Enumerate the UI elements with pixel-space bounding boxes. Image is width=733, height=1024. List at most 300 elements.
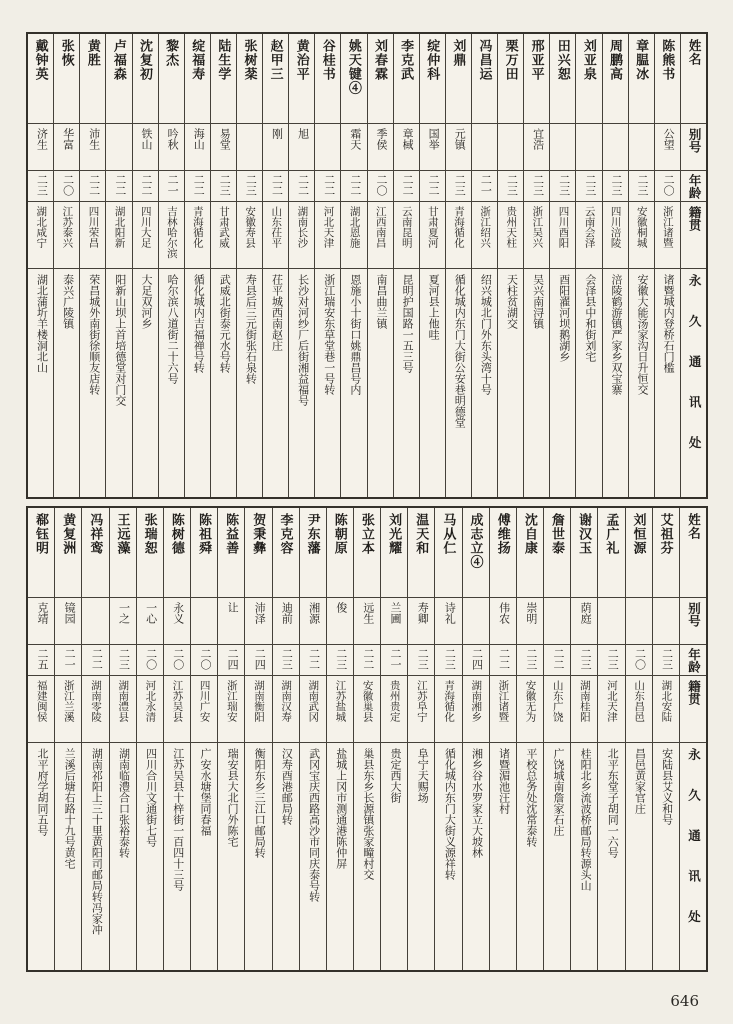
person-native-place: 湖北安陆 <box>660 679 672 722</box>
person-name: 陈祖舜 <box>196 512 212 555</box>
person-name: 赵甲三 <box>268 39 284 81</box>
person-column <box>136 508 163 971</box>
top-table <box>26 32 708 499</box>
age-cell <box>263 171 288 202</box>
name-cell <box>133 34 158 124</box>
person-alias: 宜浩 <box>531 128 544 150</box>
header-age-cell <box>681 171 706 202</box>
person-native-place: 福建闽侯 <box>35 679 47 722</box>
alias-cell <box>289 124 314 171</box>
native-place-cell <box>300 676 326 743</box>
person-alias: 克靖 <box>36 601 48 624</box>
native-place-cell <box>341 202 366 269</box>
native-place-cell <box>28 676 54 743</box>
person-address: 诸暨城内登桥石门槛 <box>662 274 675 373</box>
person-age: 二三 <box>606 647 619 670</box>
address-cell <box>408 743 434 971</box>
header-address-cell <box>681 269 706 497</box>
person-column <box>497 34 523 497</box>
age-cell <box>381 645 407 676</box>
person-age: 二二 <box>113 174 126 196</box>
address-cell <box>463 743 489 971</box>
person-column <box>236 34 262 497</box>
alias-cell <box>655 124 680 171</box>
name-cell <box>394 34 419 124</box>
name-cell <box>289 34 314 124</box>
person-address: 阳新山坝上首培德堂对门交 <box>113 274 126 406</box>
person-name: 张瑞恕 <box>142 512 158 555</box>
name-cell <box>164 508 190 598</box>
name-cell <box>629 34 654 124</box>
person-column <box>380 508 407 971</box>
person-column <box>445 34 471 497</box>
person-alias: 刚 <box>270 128 283 139</box>
address-cell <box>655 269 680 497</box>
person-native-place: 湖南澧县 <box>117 679 129 722</box>
person-address: 南昌曲兰镇 <box>374 274 387 329</box>
person-age: 二三 <box>636 174 649 196</box>
name-cell <box>576 34 601 124</box>
person-name: 傅维扬 <box>495 512 511 555</box>
person-native-place: 安徽巢县 <box>361 679 373 722</box>
alias-cell <box>54 124 79 171</box>
header-age-cell <box>680 645 706 676</box>
person-age: 二二 <box>322 174 335 196</box>
person-age: 二三 <box>244 174 257 196</box>
person-name: 刘鼎 <box>451 39 467 67</box>
age-cell <box>341 171 366 202</box>
person-age: 二四 <box>226 647 239 670</box>
person-address: 涪陵鹤游镇严家乡双宝寨 <box>609 274 622 395</box>
person-native-place: 四川涪陵 <box>609 206 621 248</box>
person-address: 吴兴南浔镇 <box>531 274 544 329</box>
person-address: 湘乡谷水罗家立大坡林 <box>470 747 483 858</box>
header-column <box>679 508 706 971</box>
person-age: 二三 <box>218 174 231 196</box>
header-native-cell <box>681 202 706 269</box>
age-cell <box>133 171 158 202</box>
alias-cell <box>110 598 136 645</box>
person-address: 昌邑黄家官庄 <box>633 747 646 814</box>
person-alias: 镜园 <box>63 601 76 624</box>
person-column <box>393 34 419 497</box>
person-address: 茌平城西南赵庄 <box>270 274 283 351</box>
person-column <box>367 34 393 497</box>
person-column <box>489 508 516 971</box>
header-native-label: 籍贯 <box>686 679 701 705</box>
name-cell <box>80 34 105 124</box>
person-native-place: 四川广安 <box>198 679 210 722</box>
alias-cell <box>544 598 570 645</box>
address-cell <box>191 743 217 971</box>
address-cell <box>218 743 244 971</box>
person-alias: 华富 <box>61 128 74 150</box>
age-cell <box>289 171 314 202</box>
person-address: 湖南临澧合口张裕泰转 <box>117 747 130 858</box>
native-place-cell <box>517 676 543 743</box>
person-native-place: 河北天津 <box>606 679 618 722</box>
person-address: 循化城内东门大街公安巷明德堂 <box>453 274 466 428</box>
native-place-cell <box>408 676 434 743</box>
person-age: 二一 <box>479 174 492 196</box>
person-column <box>407 508 434 971</box>
person-native-place: 江苏吴县 <box>171 679 183 722</box>
person-column <box>184 34 210 497</box>
person-name: 刘春霖 <box>373 39 389 81</box>
person-name: 陆生学 <box>216 39 232 81</box>
native-place-cell <box>327 676 353 743</box>
address-cell <box>211 269 236 497</box>
age-cell <box>191 645 217 676</box>
person-native-place: 江西南昌 <box>374 206 386 248</box>
person-address: 湖北蒲圻羊楼洞北山 <box>35 274 48 373</box>
person-name: 谢汉玉 <box>577 512 593 555</box>
address-cell <box>446 269 471 497</box>
person-age: 二〇 <box>171 647 184 670</box>
alias-cell <box>185 124 210 171</box>
person-address: 四川合川文通街七号 <box>144 747 157 847</box>
name-cell <box>472 34 497 124</box>
alias-cell <box>571 598 597 645</box>
address-cell <box>381 743 407 971</box>
native-place-cell <box>159 202 184 269</box>
age-cell <box>327 645 353 676</box>
person-address: 泰兴广陵镇 <box>61 274 74 329</box>
person-age: 二〇 <box>662 174 675 196</box>
address-cell <box>300 743 326 971</box>
person-column <box>625 508 652 971</box>
person-name: 绽福寿 <box>190 39 206 81</box>
person-age: 二二 <box>87 174 100 196</box>
name-cell <box>498 34 523 124</box>
native-place-cell <box>368 202 393 269</box>
person-address: 衡阳东乡三江口邮局转 <box>253 747 266 858</box>
name-cell <box>327 508 353 598</box>
alias-cell <box>435 598 461 645</box>
age-cell <box>80 171 105 202</box>
person-name: 温天和 <box>414 512 430 555</box>
person-address: 恩施小十街口姚鼎昌号内 <box>348 274 361 395</box>
person-address: 广安水塘堡同春福 <box>198 747 211 836</box>
name-cell <box>626 508 652 598</box>
person-address: 湖南祁阳上三十里黄阳司邮局转冯家冲 <box>90 747 103 935</box>
address-cell <box>576 269 601 497</box>
native-place-cell <box>655 202 680 269</box>
person-native-place: 湖南武冈 <box>307 679 319 722</box>
address-cell <box>571 743 597 971</box>
name-cell <box>28 34 53 124</box>
person-native-place: 湖南零陵 <box>90 679 102 722</box>
person-column <box>272 508 299 971</box>
person-column <box>28 508 54 971</box>
alias-cell <box>80 124 105 171</box>
person-address: 汉寿酉港邮局转 <box>280 747 293 825</box>
native-place-cell <box>544 676 570 743</box>
person-alias: 吟秋 <box>166 128 179 150</box>
person-address: 盐城上冈市测通港陈仲屏 <box>334 747 347 869</box>
age-cell <box>54 171 79 202</box>
person-column <box>109 508 136 971</box>
scanned-directory-page <box>26 32 708 972</box>
age-cell <box>110 645 136 676</box>
person-native-place: 浙江瑞安 <box>225 679 237 722</box>
native-place-cell <box>653 676 679 743</box>
person-column <box>419 34 445 497</box>
person-column <box>262 34 288 497</box>
age-cell <box>629 171 654 202</box>
person-column <box>326 508 353 971</box>
alias-cell <box>381 598 407 645</box>
address-cell <box>544 743 570 971</box>
person-alias: 一之 <box>117 601 130 624</box>
alias-cell <box>490 598 516 645</box>
native-place-cell <box>185 202 210 269</box>
address-cell <box>185 269 210 497</box>
person-native-place: 云南昆明 <box>400 206 412 248</box>
name-cell <box>544 508 570 598</box>
alias-cell <box>463 598 489 645</box>
person-address: 安徽大能汤家沟日升恒交 <box>636 274 649 395</box>
person-native-place: 江苏盐城 <box>334 679 346 722</box>
person-column <box>652 508 679 971</box>
alias-cell <box>420 124 445 171</box>
native-place-cell <box>110 676 136 743</box>
person-native-place: 浙江诸暨 <box>497 679 509 722</box>
name-cell <box>655 34 680 124</box>
person-native-place: 安徽桐城 <box>635 206 647 248</box>
person-address: 天柱贫湖交 <box>505 274 518 329</box>
person-name: 冯祥鸾 <box>88 512 104 555</box>
alias-cell <box>137 598 163 645</box>
age-cell <box>106 171 131 202</box>
person-alias: 诗礼 <box>443 601 456 624</box>
alias-cell <box>517 598 543 645</box>
person-address: 寿县后三元街张石泉转 <box>244 274 257 384</box>
person-alias: 元镇 <box>453 128 466 150</box>
native-place-cell <box>137 676 163 743</box>
native-place-cell <box>629 202 654 269</box>
person-address: 酉阳濯河坝鹅湖乡 <box>557 274 570 362</box>
person-native-place: 河北永清 <box>144 679 156 722</box>
address-cell <box>394 269 419 497</box>
alias-cell <box>408 598 434 645</box>
name-cell <box>381 508 407 598</box>
person-name: 刘恒源 <box>631 512 647 555</box>
name-cell <box>28 508 54 598</box>
person-column <box>654 34 680 497</box>
person-native-place: 湖南汉寿 <box>280 679 292 722</box>
person-name: 孟广礼 <box>604 512 620 555</box>
alias-cell <box>159 124 184 171</box>
name-cell <box>524 34 549 124</box>
person-column <box>158 34 184 497</box>
alias-cell <box>629 124 654 171</box>
name-cell <box>237 34 262 124</box>
address-cell <box>28 743 54 971</box>
person-alias: 迪前 <box>280 601 293 624</box>
person-native-place: 湖南桂阳 <box>578 679 590 722</box>
age-cell <box>463 645 489 676</box>
age-cell <box>472 171 497 202</box>
age-cell <box>420 171 445 202</box>
name-cell <box>273 508 299 598</box>
person-name: 黄胜 <box>85 39 101 67</box>
name-cell <box>300 508 326 598</box>
person-age: 二三 <box>280 647 293 670</box>
person-column <box>340 34 366 497</box>
person-column <box>288 34 314 497</box>
name-cell <box>191 508 217 598</box>
person-name: 谷桂书 <box>320 39 336 81</box>
person-native-place: 湖南长沙 <box>296 206 308 248</box>
address-cell <box>472 269 497 497</box>
person-name: 田兴恕 <box>555 39 571 81</box>
person-alias: 铁山 <box>139 128 152 150</box>
person-alias: 一心 <box>144 601 157 624</box>
person-age: 二〇 <box>198 647 211 670</box>
person-age: 二三 <box>609 174 622 196</box>
person-name: 陈熊书 <box>660 39 676 81</box>
person-name: 陈益善 <box>224 512 240 555</box>
native-place-cell <box>463 676 489 743</box>
header-alias-label: 别号 <box>687 128 702 153</box>
person-native-place: 湖南衡阳 <box>252 679 264 722</box>
person-column <box>543 508 570 971</box>
person-column <box>81 508 108 971</box>
person-native-place: 山东昌邑 <box>633 679 645 722</box>
person-name: 章腽冰 <box>634 39 650 81</box>
native-place-cell <box>571 676 597 743</box>
native-place-cell <box>576 202 601 269</box>
address-cell <box>354 743 380 971</box>
person-alias: 伟农 <box>497 601 510 624</box>
person-column <box>516 508 543 971</box>
name-cell <box>106 34 131 124</box>
person-native-place: 贵州天柱 <box>505 206 517 248</box>
person-name: 王远藻 <box>115 512 131 555</box>
name-cell <box>263 34 288 124</box>
person-name: 沈复初 <box>138 39 154 81</box>
person-native-place: 浙江兰溪 <box>62 679 74 722</box>
person-age: 二〇 <box>61 174 74 196</box>
alias-cell <box>300 598 326 645</box>
person-address: 北平东堂子胡同一六号 <box>606 747 619 858</box>
person-age: 二〇 <box>633 647 646 670</box>
name-cell <box>341 34 366 124</box>
person-name: 栗万田 <box>503 39 519 81</box>
name-cell <box>446 34 471 124</box>
address-cell <box>435 743 461 971</box>
person-name: 戴钟英 <box>33 39 49 81</box>
age-cell <box>211 171 236 202</box>
person-age: 二三 <box>416 647 429 670</box>
header-name-label: 姓名 <box>687 39 702 66</box>
person-column <box>163 508 190 971</box>
alias-cell <box>394 124 419 171</box>
alias-cell <box>446 124 471 171</box>
person-age: 二三 <box>443 647 456 670</box>
person-native-place: 浙江吴兴 <box>531 206 543 248</box>
person-address: 循化城内东门大街义源祥转 <box>443 747 456 880</box>
alias-cell <box>524 124 549 171</box>
person-name: 成志立④ <box>468 512 484 569</box>
person-age: 二三 <box>579 647 592 670</box>
person-native-place: 四川酉阳 <box>557 206 569 248</box>
alias-cell <box>354 598 380 645</box>
native-place-cell <box>106 202 131 269</box>
native-place-cell <box>133 202 158 269</box>
person-column <box>190 508 217 971</box>
name-cell <box>517 508 543 598</box>
person-alias: 济生 <box>35 128 48 150</box>
person-name: 陈朝原 <box>332 512 348 555</box>
age-cell <box>354 645 380 676</box>
header-native-label: 籍贯 <box>687 206 702 231</box>
name-cell <box>550 34 575 124</box>
address-cell <box>368 269 393 497</box>
person-native-place: 吉林哈尔滨 <box>165 206 177 259</box>
age-cell <box>368 171 393 202</box>
person-name: 黄治平 <box>294 39 310 81</box>
age-cell <box>218 645 244 676</box>
person-native-place: 湖南湘乡 <box>470 679 482 722</box>
age-cell <box>653 645 679 676</box>
person-column <box>299 508 326 971</box>
native-place-cell <box>28 202 53 269</box>
age-cell <box>571 645 597 676</box>
alias-cell <box>626 598 652 645</box>
person-address: 诸暨湄池汪村 <box>497 747 510 814</box>
person-age: 二二 <box>361 647 374 670</box>
person-address: 夏河县上他哇 <box>427 274 440 340</box>
person-name: 周鹏高 <box>608 39 623 81</box>
address-cell <box>598 743 624 971</box>
person-column <box>79 34 105 497</box>
person-alias: 崇明 <box>524 601 537 624</box>
alias-cell <box>341 124 366 171</box>
native-place-cell <box>164 676 190 743</box>
person-alias: 兰圃 <box>389 601 402 624</box>
address-cell <box>28 269 53 497</box>
person-name: 贺秉彝 <box>251 512 267 555</box>
age-cell <box>28 171 53 202</box>
name-cell <box>110 508 136 598</box>
native-place-cell <box>211 202 236 269</box>
alias-cell <box>82 598 108 645</box>
alias-cell <box>106 124 131 171</box>
person-age: 二二 <box>139 174 152 196</box>
person-address: 武冈宝庆西路高沙市同庆泰号转 <box>307 747 320 902</box>
alias-cell <box>28 598 54 645</box>
native-place-cell <box>550 202 575 269</box>
native-place-cell <box>603 202 628 269</box>
address-cell <box>341 269 366 497</box>
address-cell <box>524 269 549 497</box>
person-address: 瑞安县大北门外陈宅 <box>226 747 239 847</box>
address-cell <box>159 269 184 497</box>
person-age: 二三 <box>35 174 48 196</box>
native-place-cell <box>420 202 445 269</box>
age-cell <box>185 171 210 202</box>
person-native-place: 湖北恩施 <box>348 206 360 248</box>
person-native-place: 浙江绍兴 <box>479 206 491 248</box>
person-column <box>217 508 244 971</box>
person-age: 二四 <box>470 647 483 670</box>
person-native-place: 贵州贵定 <box>388 679 400 722</box>
header-name-cell <box>680 508 706 598</box>
native-place-cell <box>54 202 79 269</box>
age-cell <box>490 645 516 676</box>
